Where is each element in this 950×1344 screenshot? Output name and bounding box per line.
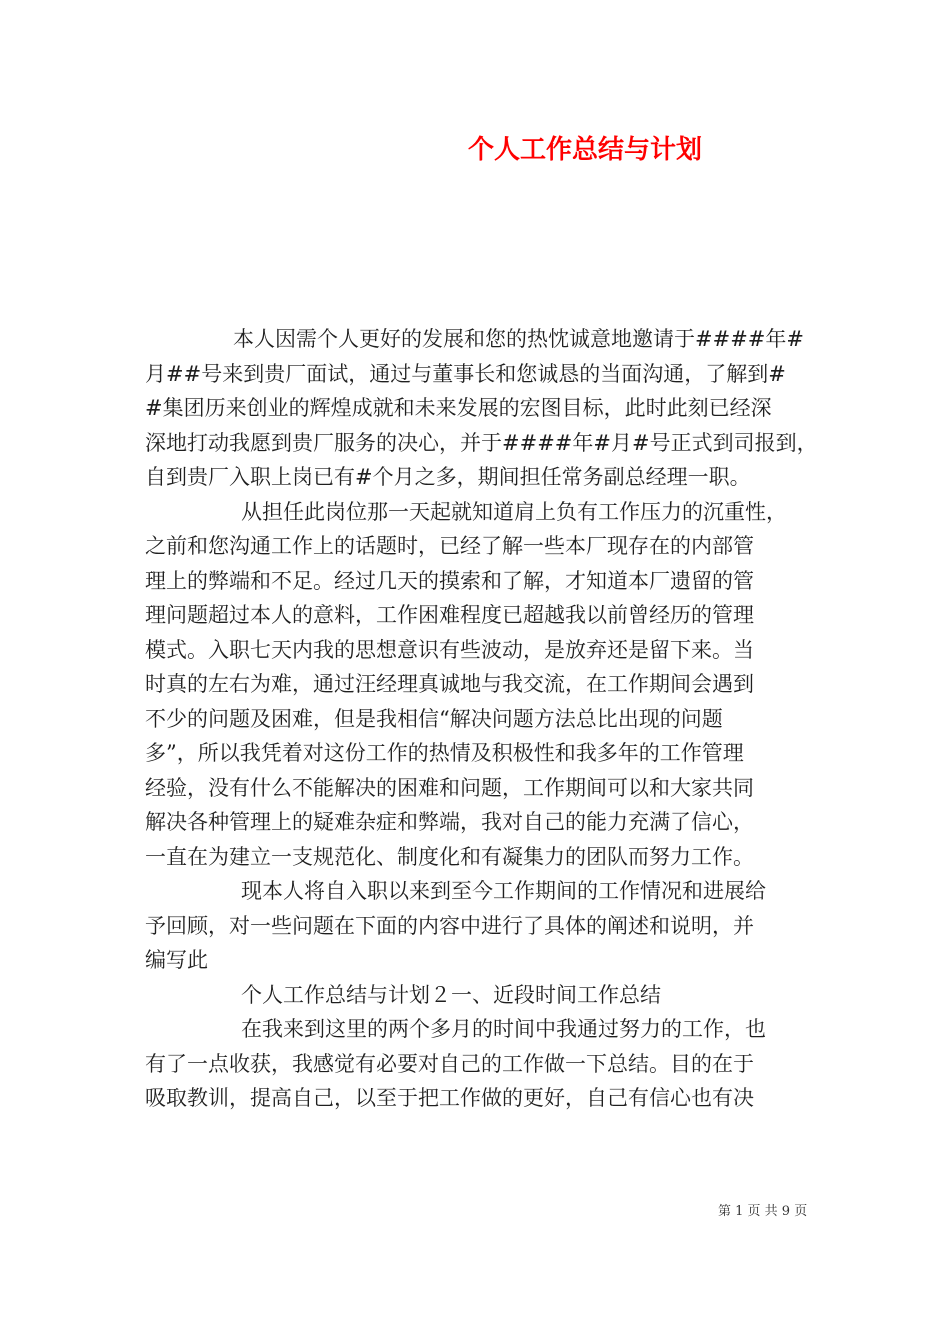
text-line: 理上的弊端和不足。经过几天的摸索和了解，才知道本厂遗留的管	[145, 568, 754, 593]
text-line: 模式。入职七天内我的思想意识有些波动，是放弃还是留下来。当	[145, 637, 754, 662]
text-line: 自到贵厂入职上岗已有#个月之多，期间担任常务副总经理一职。	[145, 465, 751, 489]
text-line: 理问题超过本人的意料，工作困难程度已超越我以前曾经历的管理	[145, 603, 754, 627]
text-line: 一直在为建立一支规范化、制度化和有凝集力的团队而努力工作。	[145, 844, 754, 869]
paragraph-1	[145, 322, 825, 495]
text-line: 有了一点收获，我感觉有必要对自己的工作做一下总结。目的在于	[145, 1051, 754, 1076]
text-line: 深地打动我愿到贵厂服务的决心，并于####年#月#号正式到司报到，	[145, 430, 818, 455]
page-indicator: 第 1 页 共 9 页	[718, 1204, 808, 1219]
paragraph-3	[145, 874, 825, 978]
text-line: 不少的问题及困难，但是我相信“解决问题方法总比出现的问题	[145, 706, 723, 731]
paragraph-2	[145, 495, 825, 875]
text-line: 本人因需个人更好的发展和您的热忱诚意地邀请于####年#	[233, 327, 804, 351]
text-line: 予回顾，对一些问题在下面的内容中进行了具体的阐述和说明，并	[145, 913, 754, 938]
section-heading	[145, 978, 825, 1013]
text-line: #集团历来创业的辉煌成就和未来发展的宏图目标，此时此刻已经深	[145, 396, 772, 420]
text-line: 编写此	[145, 948, 208, 972]
text-line: 多”，所以我凭着对这份工作的热情及积极性和我多年的工作管理	[145, 741, 744, 765]
text-line: 解决各种管理上的疑难杂症和弊端，我对自己的能力充满了信心，	[145, 810, 754, 834]
text-line: 月##号来到贵厂面试，通过与董事长和您诚恳的当面沟通，了解到#	[145, 361, 786, 386]
text-line: 现本人将自入职以来到至今工作期间的工作情况和进展给	[241, 879, 766, 903]
text-line: 之前和您沟通工作上的话题时，已经了解一些本厂现存在的内部管	[145, 534, 754, 558]
document-title: 个人工作总结与计划	[468, 135, 703, 165]
text-line: 吸取教训，提高自己，以至于把工作做的更好，自己有信心也有决	[145, 1086, 754, 1110]
document-body	[145, 322, 825, 1116]
text-line: 经验，没有什么不能解决的困难和问题，工作期间可以和大家共同	[145, 775, 754, 800]
text-line: 个人工作总结与计划２一、近段时间工作总结	[241, 982, 661, 1007]
text-line: 从担任此岗位那一天起就知道肩上负有工作压力的沉重性，	[241, 499, 787, 524]
paragraph-5	[145, 1012, 825, 1116]
text-line: 在我来到这里的两个多月的时间中我通过努力的工作，也	[241, 1017, 766, 1041]
text-line: 时真的左右为难，通过汪经理真诚地与我交流，在工作期间会遇到	[145, 672, 754, 696]
